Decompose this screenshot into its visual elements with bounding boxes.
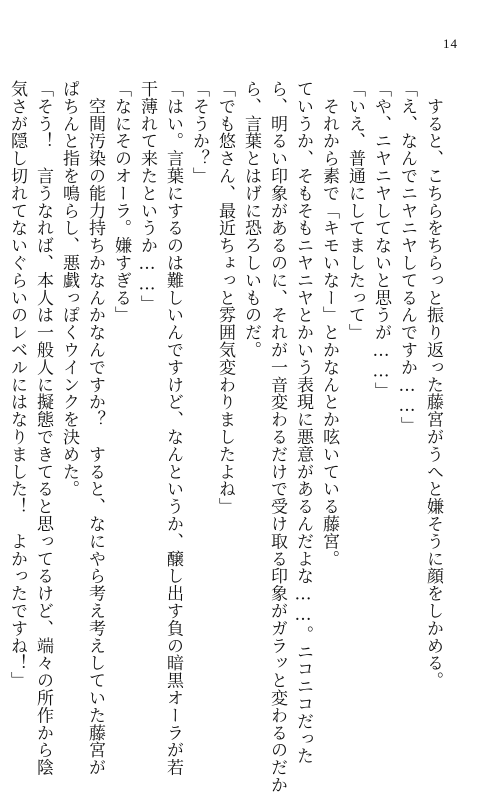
text-line: 「なにそのオーラ。嫌すぎる」 xyxy=(111,80,131,324)
text-line: 「はい。言葉にするのは難しいんですけど、なんというか、醸し出す負の暗黒オーラが若 xyxy=(163,80,183,776)
text-line: 干薄れて来たというか……」 xyxy=(137,80,157,313)
text-line: ぱちんと指を鳴らし、悪戯っぽくウインクを決めた。 xyxy=(59,80,79,498)
text-line: 「そう！ 言うなれば、本人は一般人に擬態できてると思ってるけど、端々の所作から陰 xyxy=(33,80,53,776)
text-line: 「いえ、普通にしてましたって」 xyxy=(345,80,365,341)
text-line: 「でも悠さん、最近ちょっと雰囲気変わりましたよね」 xyxy=(215,80,235,515)
text-line: 空間汚染の能力持ちかなんかなんですか？ すると、なにやら考え考えしていた藤宮が xyxy=(85,80,105,776)
page-number: 14 xyxy=(443,36,458,51)
text-line: 気さが隠し切れてないぐらいのレベルにはなりました！ よかったですね！」 xyxy=(7,80,27,689)
body-text xyxy=(7,80,446,793)
text-line: ら、明るい印象があるのに、それが一音変わるだけで受け取る印象がガラッと変わるのだか xyxy=(267,80,287,793)
text-line: 「え、なんでニヤニヤしてるんですか……」 xyxy=(397,80,417,434)
text-line: 「や、ニヤニヤしてないと思うが……」 xyxy=(371,80,391,400)
text-line: ら、言葉とはげに恐ろしいものだ。 xyxy=(241,80,261,359)
text-line: 「そうか？」 xyxy=(189,80,209,185)
text-line: ていうか、そもそもニヤニヤとかいう表現に悪意があるんだよな……。ニコニコだった xyxy=(293,80,313,765)
text-line: すると、こちらをちらっと振り返った藤宮がうへと嫌そうに顔をしかめる。 xyxy=(423,80,443,689)
text-line: それから素で「キモいなー」とかなんとか呟いている藤宮。 xyxy=(319,80,339,568)
